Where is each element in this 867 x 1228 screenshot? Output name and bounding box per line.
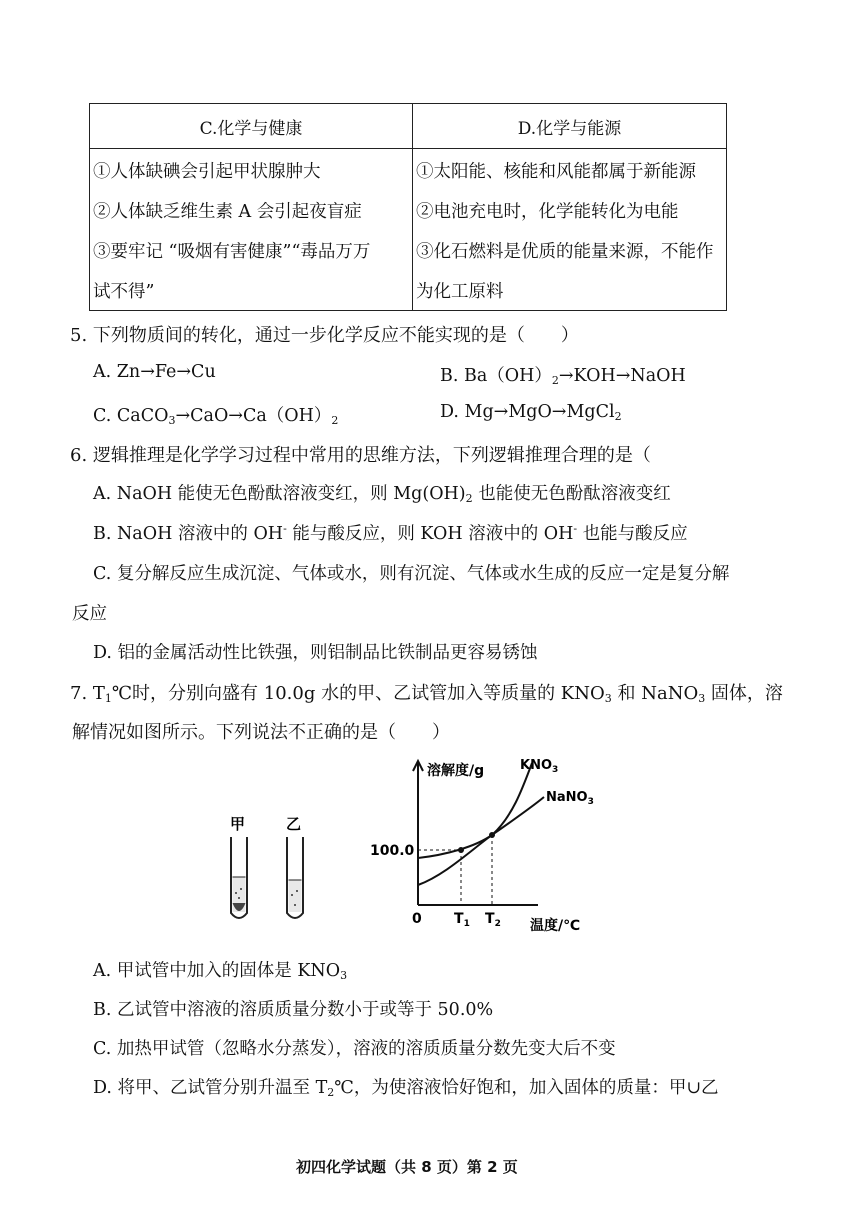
d-item-2: ②电池充电时，化学能转化为电能: [416, 202, 679, 222]
q5-option-b: B. $Ba(OH)_2\to KOH\to NaOH$: [440, 366, 686, 387]
q7-option-b: B. 乙试管中溶液的溶质质量分数小于或等于 50.0%: [93, 1000, 494, 1020]
table-header-d: D.化学与能源: [413, 104, 727, 149]
table-header-c: C.化学与健康: [90, 104, 413, 149]
c-item-1: ①人体缺碘会引起甲状腺肿大: [93, 162, 321, 182]
q5-option-a: A. Zn→Fe→Cu: [93, 362, 216, 382]
d-item-3: ③化石燃料是优质的能量来源，不能作: [416, 242, 714, 262]
solubility-figure: [220, 755, 640, 940]
origin-label: 0: [412, 911, 422, 927]
tube-label-a: 甲: [230, 815, 246, 833]
comparison-table: [89, 103, 727, 311]
test-tube-b: [287, 837, 303, 918]
q6-stem: 6. 逻辑推理是化学学习过程中常用的思维方法，下列逻辑推理合理的是（: [70, 445, 651, 466]
c-item-3-cont: 试不得”: [93, 282, 155, 302]
series-label-kno3: $KNO_3$: [520, 758, 559, 775]
d-item-1: ①太阳能、核能和风能都属于新能源: [416, 162, 696, 182]
q7-option-c: C. 加热甲试管（忽略水分蒸发），溶液的溶质质量分数先变大后不变: [93, 1039, 616, 1059]
q6-option-a: A. NaOH 能使无色酚酞溶液变红，则 $Mg(OH)_2$ 也能使无色酚酞溶液变红: [93, 484, 671, 505]
c-item-2: ②人体缺乏维生素 A 会引起夜盲症: [93, 202, 362, 222]
point-t1: [458, 847, 464, 853]
y-tick-label: 100.0: [370, 843, 415, 859]
x-tick-t2: $T_2$: [485, 911, 501, 929]
table-cell-c: [90, 149, 413, 311]
d-item-3-cont: 为化工原料: [416, 282, 504, 302]
series-label-nano3: NaNO$_3$: [546, 790, 594, 807]
x-tick-t1: $T_1$: [454, 911, 470, 929]
q7-stem-line1: 7. $T_1℃$时，分别向盛有 10.0g 水的甲、乙试管加入等质量的 $KNO_3$ 和 NaNO$_3$ 固体，溶: [70, 683, 783, 705]
page-footer: 初四化学试题（共 8 页）第 2 页: [296, 1158, 518, 1176]
q6-option-b: B. NaOH 溶液中的 OH- 能与酸反应，则 KOH 溶液中的 OH- 也能与酸反应: [93, 522, 688, 544]
q7-stem-line2: 解情况如图所示。下列说法不正确的是（ ）: [72, 722, 450, 743]
c-item-3: ③要牢记 “吸烟有害健康”“毒品万万: [93, 242, 371, 262]
q5-option-d: D. Mg→MgO→MgCl$_2$: [440, 402, 622, 423]
point-intersection: [489, 832, 495, 838]
table-cell-d: [413, 149, 727, 311]
q7-option-d: D. 将甲、乙试管分别升温至 $T_2℃$，为使溶液恰好饱和，加入固体的质量：甲∪乙: [93, 1078, 719, 1099]
x-axis-label: 温度/℃: [530, 918, 581, 934]
q5-stem: 5. 下列物质间的转化，通过一步化学反应不能实现的是（ ）: [70, 325, 579, 346]
q6-option-d: D. 铝的金属活动性比铁强，则铝制品比铁制品更容易锈蚀: [93, 643, 538, 663]
q6-option-c: C. 复分解反应生成沉淀、气体或水，则有沉淀、气体或水生成的反应一定是复分解: [93, 564, 730, 584]
tube-label-b: 乙: [286, 815, 302, 833]
q7-option-a: A. 甲试管中加入的固体是 $KNO_3$: [93, 961, 348, 982]
q5-option-c: C. $CaCO_3\to CaO\to Ca(OH)_2$: [93, 406, 339, 427]
test-tube-a: [231, 837, 247, 918]
y-axis-label: 溶解度/g: [427, 763, 485, 779]
q6-option-c-cont: 反应: [72, 604, 107, 624]
